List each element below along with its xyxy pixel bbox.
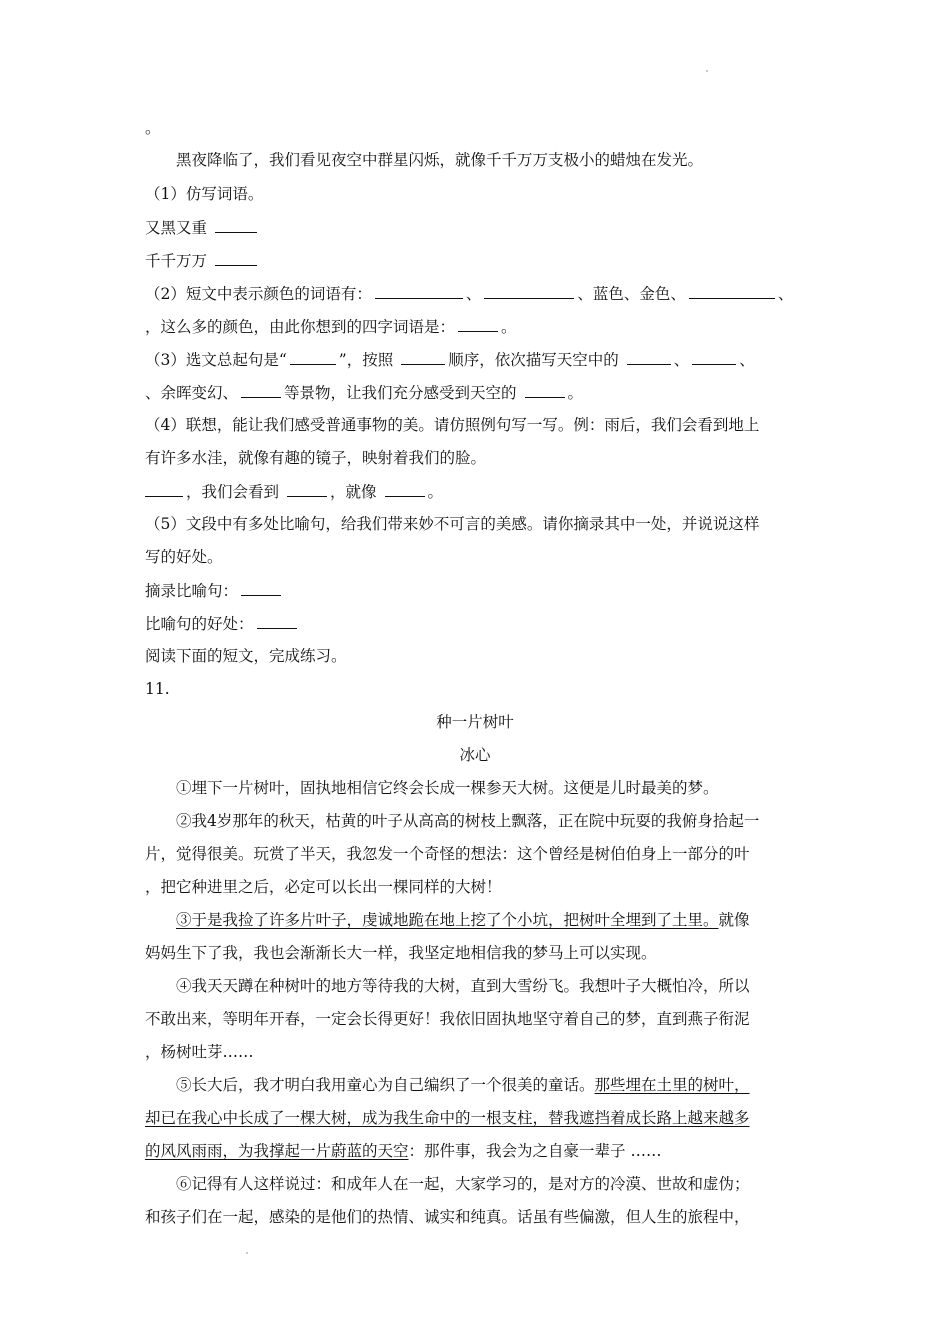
paragraph-6-line: 和孩子们在一起，感染的是他们的热情、诚实和纯真。话虽有些偏激，但人生的旅程中， — [145, 1208, 750, 1226]
question-5-benefit: 比喻句的好处： — [145, 613, 300, 634]
answer-blank[interactable] — [692, 349, 736, 365]
question-1: （1）仿写词语。 — [145, 185, 264, 203]
answer-blank[interactable] — [287, 481, 327, 497]
question-2-cont: ，这么多的颜色，由此你想到的四字词语是： 。 — [145, 318, 517, 336]
answer-blank[interactable] — [385, 481, 425, 497]
answer-blank[interactable] — [525, 382, 565, 398]
underlined-sentence: 那些埋在土里的树叶， — [594, 1076, 750, 1094]
paragraph-6-line: ⑥记得有人这样说过：和成年人在一起，大家学习的，是对方的冷漠、世故和虚伪； — [176, 1175, 750, 1193]
underlined-sentence: ③于是我捡了许多片叶子，虔诚地跪在地上挖了个小坑，把树叶全埋到了土里。 — [176, 911, 719, 929]
paragraph-1: ①埋下一片树叶，固执地相信它终会长成一棵参天大树。这便是儿时最美的梦。 — [176, 779, 719, 797]
paragraph-5-line: ⑤长大后，我才明白我用童心为自己编织了一个很美的童话。那些埋在土里的树叶， — [176, 1076, 750, 1094]
answer-blank[interactable] — [215, 217, 257, 233]
answer-blank[interactable] — [257, 613, 297, 629]
question-5-extract: 摘录比喻句： — [145, 580, 284, 601]
question-number: 11. — [145, 680, 170, 698]
answer-blank[interactable] — [458, 316, 498, 332]
answer-blank[interactable] — [145, 481, 183, 497]
question-4: （4）联想，能让我们感受普通事物的美。请仿照例句写一写。例：雨后，我们会看到地上 — [145, 416, 760, 434]
underlined-sentence: 的风风雨雨，为我撑起一片蔚蓝的天空 — [145, 1142, 409, 1160]
answer-blank[interactable] — [375, 283, 463, 299]
question-4-answer: ，我们会看到 ，就像 。 — [145, 481, 443, 502]
question-3-cont: 、余晖变幻、 等景物，让我们充分感受到天空的 。 — [145, 384, 584, 402]
answer-blank[interactable] — [401, 349, 445, 365]
answer-blank[interactable] — [241, 382, 281, 398]
paragraph-2-line: 片，觉得很美。玩赏了半天，我忽发一个奇怪的想法：这个曾经是树伯伯身上一部分的叶 — [145, 845, 750, 863]
essay-title: 种一片树叶 — [436, 713, 514, 731]
paragraph-5-line — [145, 1108, 750, 1128]
essay-author: 冰心 — [459, 746, 491, 764]
answer-blank[interactable] — [241, 580, 281, 596]
paragraph-4-line: 不敢出来，等明年开春，一定会长得更好！我依旧固执地坚守着自己的梦，直到燕子衔泥 — [145, 1010, 750, 1028]
paragraph-5-line: 的风风雨雨，为我撑起一片蔚蓝的天空：那件事，我会为之自豪一辈子 …… — [145, 1142, 662, 1160]
question-2: （2）短文中表示颜色的词语有： 、 、蓝色、金色、 、 — [145, 285, 794, 303]
answer-blank[interactable] — [290, 349, 336, 365]
question-5: （5）文段中有多处比喻句，给我们带来妙不可言的美感。请你摘录其中一处，并说说这样 — [145, 515, 760, 533]
answer-blank[interactable] — [627, 349, 671, 365]
scan-speck — [706, 70, 708, 72]
question-1-item-b: 千千万万 — [145, 250, 260, 271]
paragraph-4-line: ④我天天蹲在种树叶的地方等待我的大树，直到大雪纷飞。我想叶子大概怕冷，所以 — [176, 977, 750, 995]
reading-instruction: 阅读下面的短文，完成练习。 — [145, 647, 347, 665]
paragraph-2-line: ，把它种进里之后，必定可以长出一棵同样的大树！ — [145, 878, 502, 896]
question-5-cont: 写的好处。 — [145, 548, 223, 566]
paragraph-3-line: ③于是我捡了许多片叶子，虔诚地跪在地上挖了个小坑，把树叶全埋到了土里。就像 — [176, 911, 750, 929]
paragraph-4-line: ，杨树吐芽…… — [145, 1043, 254, 1061]
question-3: （3）选文总起句是“ ”，按照 顺序，依次描写天空中的 、 、 — [145, 351, 755, 369]
underlined-sentence: 却已在我心中长成了一棵大树，成为我生命中的一根支柱，替我遮挡着成长路上越来越多 — [145, 1109, 750, 1127]
answer-blank[interactable] — [689, 283, 775, 299]
leading-period: 。 — [145, 119, 161, 137]
scan-speck — [246, 1252, 248, 1254]
paragraph-2-line: ②我4岁那年的秋天，枯黄的叶子从高高的树枝上飘落，正在院中玩耍的我俯身拾起一 — [176, 812, 760, 830]
answer-blank[interactable] — [484, 283, 574, 299]
answer-blank[interactable] — [215, 250, 257, 266]
question-1-item-a: 又黑又重 — [145, 217, 260, 238]
passage-last-line: 黑夜降临了，我们看见夜空中群星闪烁，就像千千万万支极小的蜡烛在发光。 — [176, 151, 704, 169]
paragraph-3-line: 妈妈生下了我，我也会渐渐长大一样，我坚定地相信我的梦马上可以实现。 — [145, 944, 657, 962]
question-4-example: 有许多水洼，就像有趣的镜子，映射着我们的脸。 — [145, 449, 487, 467]
